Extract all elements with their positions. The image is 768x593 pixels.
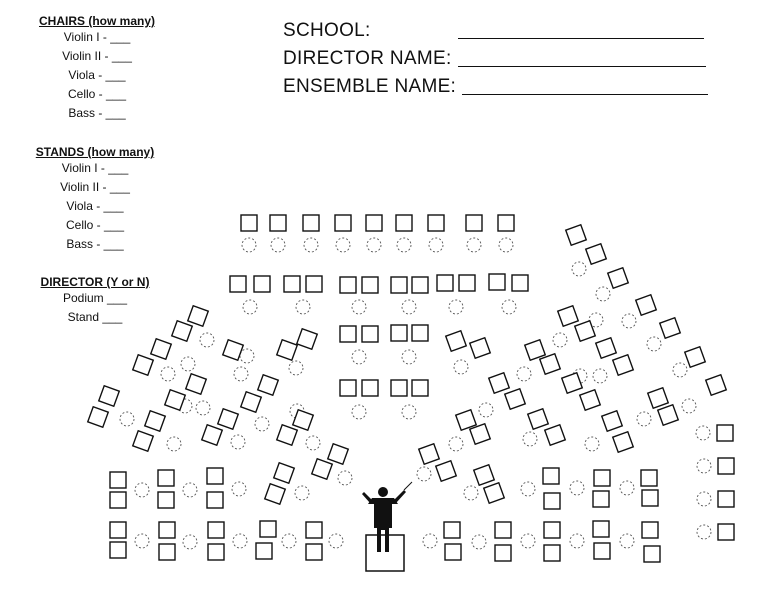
music-stand[interactable] <box>207 492 223 508</box>
chair[interactable] <box>338 471 352 485</box>
chair[interactable] <box>467 238 481 252</box>
music-stand[interactable] <box>717 425 733 441</box>
chair[interactable] <box>673 363 687 377</box>
music-stand[interactable] <box>613 432 634 453</box>
music-stand[interactable] <box>718 524 734 540</box>
music-stand[interactable] <box>540 354 561 375</box>
music-stand[interactable] <box>277 425 298 446</box>
music-stand[interactable] <box>544 493 560 509</box>
music-stand[interactable] <box>88 407 109 428</box>
chair[interactable] <box>306 436 320 450</box>
music-stand[interactable] <box>544 545 560 561</box>
music-stand[interactable] <box>284 276 300 292</box>
music-stand[interactable] <box>158 492 174 508</box>
chairs-title: CHAIRS (how many) <box>38 14 155 28</box>
chair[interactable] <box>429 238 443 252</box>
music-stand[interactable] <box>186 374 207 395</box>
chair[interactable] <box>402 350 416 364</box>
chairs-violin1-field[interactable]: Violin I - ___ <box>63 30 131 44</box>
chair[interactable] <box>289 361 303 375</box>
music-stand[interactable] <box>419 444 440 465</box>
music-stand[interactable] <box>256 543 272 559</box>
stands-bass-field[interactable]: Bass - ___ <box>66 237 124 251</box>
music-stand[interactable] <box>470 338 491 359</box>
music-stand[interactable] <box>133 355 154 376</box>
music-stand[interactable] <box>437 275 453 291</box>
music-stand[interactable] <box>466 215 482 231</box>
chairs-bass-field[interactable]: Bass - ___ <box>68 106 126 120</box>
music-stand[interactable] <box>254 276 270 292</box>
chair[interactable] <box>282 534 296 548</box>
chair[interactable] <box>697 492 711 506</box>
music-stand[interactable] <box>362 277 378 293</box>
chair[interactable] <box>135 534 149 548</box>
chair[interactable] <box>295 486 309 500</box>
chair[interactable] <box>352 405 366 419</box>
music-stand[interactable] <box>230 276 246 292</box>
music-stand[interactable] <box>270 215 286 231</box>
chair[interactable] <box>521 482 535 496</box>
music-stand[interactable] <box>495 522 511 538</box>
music-stand[interactable] <box>391 380 407 396</box>
chair[interactable] <box>352 350 366 364</box>
music-stand[interactable] <box>110 492 126 508</box>
chair[interactable] <box>417 467 431 481</box>
chair[interactable] <box>593 369 607 383</box>
music-stand[interactable] <box>545 425 566 446</box>
music-stand[interactable] <box>586 244 607 265</box>
music-stand[interactable] <box>328 444 349 465</box>
chair[interactable] <box>647 337 661 351</box>
chair[interactable] <box>472 535 486 549</box>
music-stand[interactable] <box>340 277 356 293</box>
music-stand[interactable] <box>340 326 356 342</box>
music-stand[interactable] <box>133 431 154 452</box>
chair[interactable] <box>517 367 531 381</box>
chairs-violin2-field[interactable]: Violin II - ___ <box>62 49 132 63</box>
chair[interactable] <box>553 333 567 347</box>
stands-viola-field[interactable]: Viola - ___ <box>66 199 124 213</box>
stands-layer <box>88 215 734 562</box>
music-stand[interactable] <box>145 411 166 432</box>
music-stand[interactable] <box>340 380 356 396</box>
stands-title: STANDS (how many) <box>35 145 155 159</box>
chair[interactable] <box>620 481 634 495</box>
music-stand[interactable] <box>636 295 657 316</box>
chair[interactable] <box>183 535 197 549</box>
chair[interactable] <box>402 300 416 314</box>
music-stand[interactable] <box>260 521 276 537</box>
music-stand[interactable] <box>172 321 193 342</box>
music-stand[interactable] <box>706 375 727 396</box>
music-stand[interactable] <box>658 405 679 426</box>
music-stand[interactable] <box>641 470 657 486</box>
chair[interactable] <box>596 287 610 301</box>
music-stand[interactable] <box>110 522 126 538</box>
music-stand[interactable] <box>151 339 172 360</box>
music-stand[interactable] <box>575 321 596 342</box>
music-stand[interactable] <box>613 355 634 376</box>
music-stand[interactable] <box>158 470 174 486</box>
music-stand[interactable] <box>498 215 514 231</box>
music-stand[interactable] <box>99 386 120 407</box>
chair[interactable] <box>181 357 195 371</box>
music-stand[interactable] <box>436 461 457 482</box>
director-stand-field[interactable]: Stand ___ <box>67 310 123 324</box>
chair[interactable] <box>622 314 636 328</box>
music-stand[interactable] <box>202 425 223 446</box>
chair[interactable] <box>271 238 285 252</box>
music-stand[interactable] <box>608 268 629 289</box>
music-stand[interactable] <box>391 277 407 293</box>
music-stand[interactable] <box>188 306 209 327</box>
music-stand[interactable] <box>685 347 706 368</box>
music-stand[interactable] <box>159 544 175 560</box>
music-stand[interactable] <box>335 215 351 231</box>
chair[interactable] <box>120 412 134 426</box>
music-stand[interactable] <box>412 325 428 341</box>
music-stand[interactable] <box>297 329 318 350</box>
chair[interactable] <box>243 300 257 314</box>
director-name-label: DIRECTOR NAME: <box>283 48 452 69</box>
chair[interactable] <box>233 534 247 548</box>
chair[interactable] <box>523 432 537 446</box>
music-stand[interactable] <box>265 484 286 505</box>
chair[interactable] <box>304 238 318 252</box>
music-stand[interactable] <box>428 215 444 231</box>
music-stand[interactable] <box>528 409 549 430</box>
music-stand[interactable] <box>660 318 681 339</box>
chairs-cello-field[interactable]: Cello - ___ <box>67 87 127 101</box>
music-stand[interactable] <box>165 390 186 411</box>
music-stand[interactable] <box>366 215 382 231</box>
music-stand[interactable] <box>362 326 378 342</box>
music-stand[interactable] <box>512 275 528 291</box>
chair[interactable] <box>367 238 381 252</box>
chair[interactable] <box>585 437 599 451</box>
music-stand[interactable] <box>312 459 333 480</box>
music-stand[interactable] <box>484 483 505 504</box>
music-stand[interactable] <box>208 544 224 560</box>
stands-violin1-field[interactable]: Violin I - ___ <box>61 161 129 175</box>
music-stand[interactable] <box>495 545 511 561</box>
chair[interactable] <box>479 403 493 417</box>
chair[interactable] <box>296 300 310 314</box>
music-stand[interactable] <box>602 411 623 432</box>
music-stand[interactable] <box>648 388 669 409</box>
stands-cello-field[interactable]: Cello - ___ <box>65 218 125 232</box>
music-stand[interactable] <box>718 491 734 507</box>
music-stand[interactable] <box>562 373 583 394</box>
chair[interactable] <box>696 426 710 440</box>
chair[interactable] <box>620 534 634 548</box>
music-stand[interactable] <box>362 380 378 396</box>
music-stand[interactable] <box>489 274 505 290</box>
director-podium-field[interactable]: Podium ___ <box>62 291 128 305</box>
music-stand[interactable] <box>444 522 460 538</box>
music-stand[interactable] <box>642 522 658 538</box>
chair[interactable] <box>682 399 696 413</box>
chair[interactable] <box>454 360 468 374</box>
music-stand[interactable] <box>593 491 609 507</box>
music-stand[interactable] <box>456 410 477 431</box>
music-stand[interactable] <box>544 522 560 538</box>
chair[interactable] <box>352 300 366 314</box>
music-stand[interactable] <box>474 465 495 486</box>
chair[interactable] <box>255 417 269 431</box>
music-stand[interactable] <box>306 544 322 560</box>
music-stand[interactable] <box>241 392 262 413</box>
music-stand[interactable] <box>594 470 610 486</box>
chair[interactable] <box>231 435 245 449</box>
chair[interactable] <box>329 534 343 548</box>
music-stand[interactable] <box>412 380 428 396</box>
music-stand[interactable] <box>110 542 126 558</box>
chair[interactable] <box>449 300 463 314</box>
music-stand[interactable] <box>277 340 298 361</box>
music-stand[interactable] <box>218 409 239 430</box>
ensemble-name-label: ENSEMBLE NAME: <box>283 76 457 97</box>
chair[interactable] <box>167 437 181 451</box>
chair[interactable] <box>697 459 711 473</box>
chair[interactable] <box>502 300 516 314</box>
chair[interactable] <box>697 525 711 539</box>
music-stand[interactable] <box>525 340 546 361</box>
chair[interactable] <box>242 238 256 252</box>
music-stand[interactable] <box>306 522 322 538</box>
music-stand[interactable] <box>593 521 609 537</box>
music-stand[interactable] <box>580 390 601 411</box>
school-label: SCHOOL: <box>283 20 371 41</box>
music-stand[interactable] <box>558 306 579 327</box>
music-stand[interactable] <box>718 458 734 474</box>
music-stand[interactable] <box>293 410 314 431</box>
music-stand[interactable] <box>412 277 428 293</box>
music-stand[interactable] <box>594 543 610 559</box>
chair[interactable] <box>521 534 535 548</box>
music-stand[interactable] <box>644 546 660 562</box>
chair[interactable] <box>232 482 246 496</box>
music-stand[interactable] <box>596 338 617 359</box>
music-stand[interactable] <box>489 373 510 394</box>
music-stand[interactable] <box>110 472 126 488</box>
chair[interactable] <box>423 534 437 548</box>
music-stand[interactable] <box>274 463 295 484</box>
chair[interactable] <box>200 333 214 347</box>
music-stand[interactable] <box>459 275 475 291</box>
chair[interactable] <box>336 238 350 252</box>
music-stand[interactable] <box>207 468 223 484</box>
chair[interactable] <box>196 401 210 415</box>
music-stand[interactable] <box>391 325 407 341</box>
music-stand[interactable] <box>470 424 491 445</box>
chair[interactable] <box>637 412 651 426</box>
chairs-viola-field[interactable]: Viola - ___ <box>68 68 126 82</box>
chair[interactable] <box>449 437 463 451</box>
music-stand[interactable] <box>543 468 559 484</box>
music-stand[interactable] <box>303 215 319 231</box>
chair[interactable] <box>570 481 584 495</box>
chair[interactable] <box>234 367 248 381</box>
music-stand[interactable] <box>208 522 224 538</box>
music-stand[interactable] <box>306 276 322 292</box>
music-stand[interactable] <box>396 215 412 231</box>
chair[interactable] <box>464 486 478 500</box>
chair[interactable] <box>397 238 411 252</box>
chair[interactable] <box>402 405 416 419</box>
music-stand[interactable] <box>446 331 467 352</box>
chair[interactable] <box>570 534 584 548</box>
music-stand[interactable] <box>159 522 175 538</box>
music-stand[interactable] <box>505 389 526 410</box>
music-stand[interactable] <box>445 544 461 560</box>
music-stand[interactable] <box>642 490 658 506</box>
chair[interactable] <box>240 349 254 363</box>
chair[interactable] <box>572 262 586 276</box>
chair[interactable] <box>161 367 175 381</box>
music-stand[interactable] <box>241 215 257 231</box>
stands-violin2-field[interactable]: Violin II - ___ <box>60 180 130 194</box>
chair[interactable] <box>183 483 197 497</box>
chair[interactable] <box>499 238 513 252</box>
director-title: DIRECTOR (Y or N) <box>40 275 150 289</box>
music-stand[interactable] <box>258 375 279 396</box>
music-stand[interactable] <box>566 225 587 246</box>
director-layer <box>362 482 412 571</box>
chair[interactable] <box>135 483 149 497</box>
